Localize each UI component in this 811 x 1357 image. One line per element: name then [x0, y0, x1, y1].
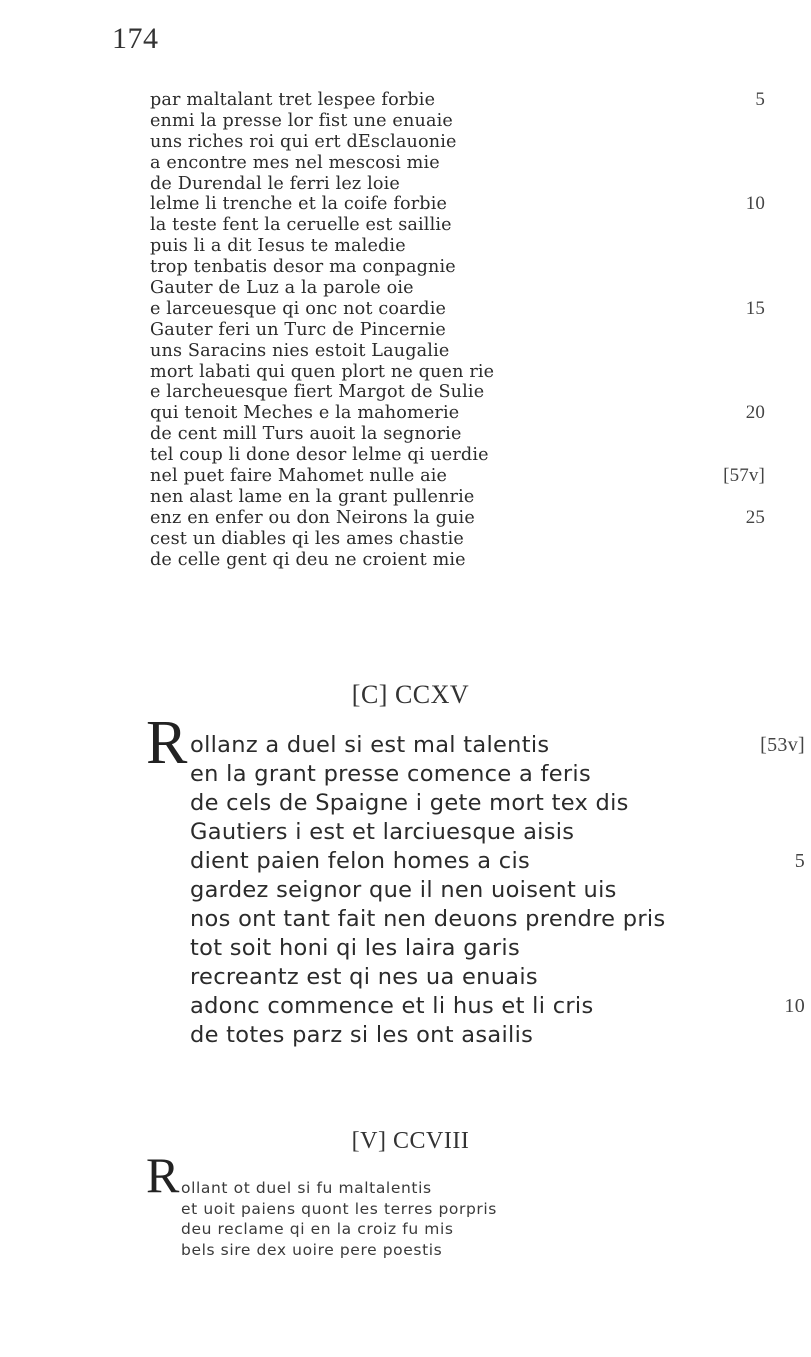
verse-line — [181, 1199, 801, 1220]
verse-line — [181, 1240, 801, 1261]
verse-text: e larcheuesque fiert Margot de Sulie — [150, 382, 485, 403]
laisse-text-block — [150, 90, 770, 570]
verse-text: puis li a dit Iesus te maledie — [150, 236, 406, 257]
verse-text: adonc commence et li hus et li cris — [190, 993, 594, 1019]
verse-line — [150, 466, 770, 487]
verse-text: deu reclame qi en la croiz fu mis — [181, 1220, 454, 1238]
verse-line — [190, 818, 810, 847]
laisse-heading: [C] CCXV — [351, 680, 470, 709]
verse-text: cest un diables qi les ames chastie — [150, 528, 464, 549]
line-number: 10 — [745, 193, 765, 215]
verse-line — [150, 174, 770, 195]
verse-text: ollanz a duel si est mal talentis — [190, 732, 550, 758]
verse-text: uns Saracins nies estoit Laugalie — [150, 340, 450, 361]
verse-line — [150, 487, 770, 508]
line-number: 25 — [745, 506, 765, 528]
verse-text: et uoit paiens quont les terres porpris — [181, 1199, 497, 1218]
verse-text: nos ont tant fait nen deuons prendre pris — [190, 906, 666, 932]
verse-text: tel coup li done desor lelme qi uerdie — [150, 445, 489, 466]
line-number: [57v] — [723, 465, 765, 487]
verse-text: nen alast lame en la grant pullenrie — [150, 486, 475, 507]
verse-text: ollant ot duel si fu maltalentis — [181, 1179, 432, 1197]
laisse-text-block — [150, 1178, 801, 1260]
verse-line — [150, 215, 770, 236]
verse-text: tot soit honi qi les laira garis — [190, 935, 520, 961]
verse-text: uns riches roi qui ert dEsclauonie — [150, 131, 457, 152]
verse-line — [150, 278, 770, 299]
verse-line — [190, 934, 810, 963]
verse-line — [190, 876, 810, 905]
verse-text: gardez seignor que il nen uoisent uis — [190, 877, 617, 903]
verse-text: nel puet faire Mahomet nulle aie — [150, 466, 448, 487]
verse-line — [150, 362, 770, 383]
verse-line — [181, 1178, 801, 1199]
drop-cap: R — [146, 1147, 180, 1203]
verse-line — [190, 1021, 810, 1050]
verse-line — [150, 236, 770, 257]
verse-line — [190, 905, 810, 934]
page-number: 174 — [112, 22, 159, 55]
verse-line — [181, 1219, 801, 1240]
verse-text: la teste fent la ceruelle est saillie — [150, 215, 452, 236]
verse-line — [150, 90, 770, 111]
verse-line — [150, 111, 770, 132]
verse-text: lelme li trenche et la coife forbie — [150, 194, 448, 215]
line-number: 5 — [755, 89, 765, 110]
verse-line — [190, 992, 810, 1021]
drop-cap: R — [146, 709, 188, 777]
verse-text: recreantz est qi nes ua enuais — [190, 964, 538, 990]
verse-line — [150, 132, 770, 153]
verse-line — [150, 508, 770, 529]
verse-text: e larceuesque qi onc not coardie — [150, 298, 447, 319]
verse-text: mort labati qui quen plort ne quen rie — [150, 361, 495, 382]
verse-text: dient paien felon homes a cis — [190, 848, 531, 874]
verse-text: bels sire dex uoire pere poestis — [181, 1240, 443, 1259]
verse-text: Gautiers i est et larciuesque aisis — [190, 819, 575, 845]
verse-line — [190, 963, 810, 992]
line-number: [53v] — [760, 734, 805, 756]
verse-text: de cels de Spaigne i gete mort tex dis — [190, 790, 629, 816]
verse-text: enmi la presse lor fist une enuaie — [150, 110, 453, 131]
verse-text: Gauter de Luz a la parole oie — [150, 278, 414, 299]
verse-text: qui tenoit Meches e la mahomerie — [150, 403, 460, 424]
laisse-text-block — [150, 731, 810, 1050]
laisse-heading: [V] CCVIII — [351, 1128, 470, 1154]
verse-line — [190, 731, 810, 760]
line-number: 15 — [745, 297, 765, 319]
verse-text: Gauter feri un Turc de Pincernie — [150, 319, 446, 340]
verse-line — [150, 529, 770, 550]
verse-text: trop tenbatis desor ma conpagnie — [150, 257, 456, 278]
verse-line — [150, 299, 770, 320]
verse-line — [150, 382, 770, 403]
verse-line — [150, 153, 770, 174]
verse-line — [190, 789, 810, 818]
verse-line — [150, 341, 770, 362]
line-number: 10 — [784, 995, 805, 1017]
verse-line — [150, 550, 770, 571]
verse-line — [150, 194, 770, 215]
verse-text: en la grant presse comence a feris — [190, 761, 591, 787]
verse-line — [190, 760, 810, 789]
verse-text: a encontre mes nel mescosi mie — [150, 152, 440, 173]
verse-text: de Durendal le ferri lez loie — [150, 173, 400, 194]
verse-line — [150, 424, 770, 445]
verse-text: de totes parz si les ont asailis — [190, 1022, 534, 1048]
line-number: 5 — [794, 850, 805, 872]
verse-text: de celle gent qi deu ne croient mie — [150, 549, 466, 570]
verse-line — [150, 257, 770, 278]
verse-text: de cent mill Turs auoit la segnorie — [150, 424, 462, 445]
verse-text: par maltalant tret lespee forbie — [150, 90, 436, 110]
line-number: 20 — [745, 402, 765, 424]
verse-line — [150, 320, 770, 341]
verse-line — [150, 445, 770, 466]
verse-line — [150, 403, 770, 424]
verse-line — [190, 847, 810, 876]
verse-text: enz en enfer ou don Neirons la guie — [150, 507, 475, 528]
